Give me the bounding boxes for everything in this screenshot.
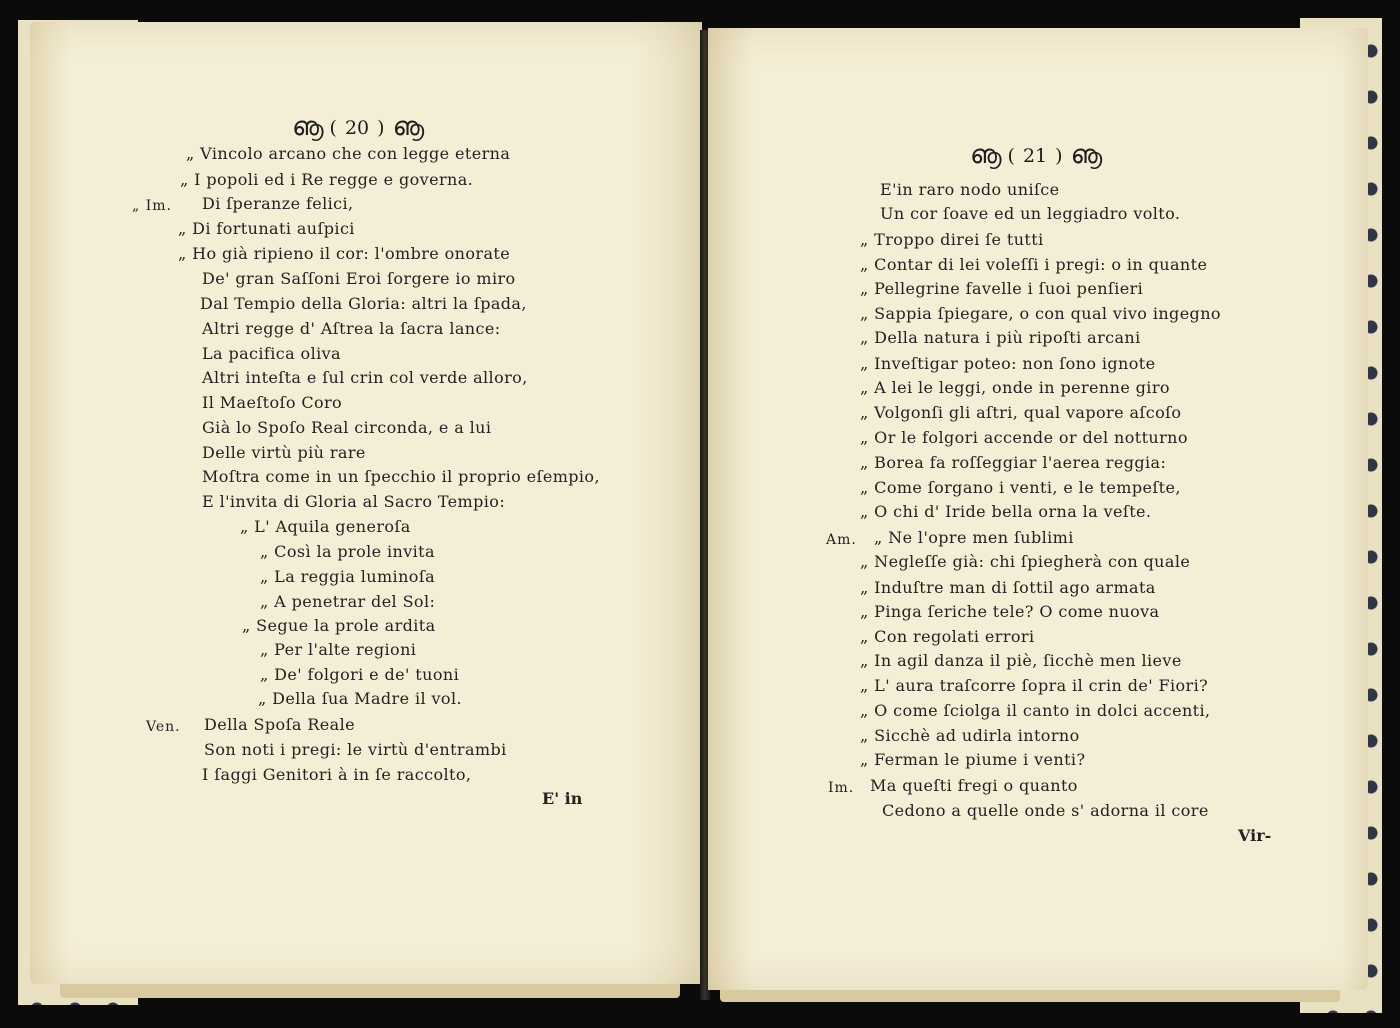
verse-line: „ Negleſſe già: chi ſpiegherà con quale: [860, 552, 1191, 571]
verse-line: „ Ho già ripieno il cor: l'ombre onorate: [178, 244, 511, 263]
page-number: 20: [344, 116, 370, 139]
verse-line: „ Ferman le piume i venti?: [860, 750, 1086, 769]
verse-line: „ Pellegrine favelle i ſuoi penſieri: [860, 279, 1144, 298]
speaker-label: „ Im.: [132, 198, 172, 214]
verse-line: E'in raro nodo uniſce: [880, 180, 1060, 199]
speaker-label: Ven.: [146, 719, 181, 735]
verse-line: Della Spoſa Reale: [204, 715, 355, 734]
catchword: Vir-: [1238, 826, 1272, 845]
verse-line: „ O chi d' Iride bella orna la veſte.: [860, 502, 1152, 521]
verse-line: „ Pinga ſeriche tele? O come nuova: [860, 602, 1160, 621]
verse-line: Cedono a quelle onde s' adorna il core: [882, 801, 1209, 820]
verse-line: „ Volgonſi gli aſtri, qual vapore aſcoſo: [860, 403, 1182, 422]
page-edge: [720, 988, 1340, 1002]
verse-line: „ Inveſtigar poteo: non ſono ignote: [860, 354, 1156, 373]
verse-line: Di ſperanze felici,: [202, 194, 354, 213]
right-page: [708, 28, 1368, 990]
page-header: [970, 140, 1100, 171]
verse-line: Un cor ſoave ed un leggiadro volto.: [880, 204, 1181, 223]
verse-line: Altri inteſta e ſul crin col verde alloro,: [202, 368, 528, 387]
verse-line: „ I popoli ed i Re regge e governa.: [180, 170, 474, 189]
verse-line: La pacifica oliva: [202, 344, 341, 363]
speaker-label: Am.: [826, 532, 857, 548]
verse-line: „ O come ſciolga il canto in dolci accenti,: [860, 701, 1211, 720]
verse-line: „ Della ſua Madre il vol.: [258, 689, 462, 708]
page-header: [292, 112, 422, 143]
verse-line: „ Induſtre man di ſottil ago armata: [860, 578, 1156, 597]
ornament-right-icon: ൡ: [1070, 140, 1101, 170]
verse-line: „ Con regolati errori: [860, 627, 1035, 646]
bracket-icon: (: [329, 116, 337, 139]
verse-line: Ma queſti fregi o quanto: [870, 776, 1078, 795]
verse-line: Son noti i pregi: le virtù d'entrambi: [204, 740, 507, 759]
bracket-icon: ): [377, 116, 385, 139]
verse-line: „ La reggia luminoſa: [260, 567, 436, 586]
catchword: E' in: [542, 789, 583, 808]
verse-line: „ In agil danza il piè, ſicchè men lieve: [860, 651, 1182, 670]
verse-line: „ Della natura i più ripoſti arcani: [860, 328, 1141, 347]
verse-line: „ Contar di lei voleſſi i pregi: o in quante: [860, 255, 1208, 274]
left-page: [30, 22, 702, 984]
bracket-icon: (: [1007, 144, 1015, 167]
verse-line: „ Così la prole invita: [260, 542, 435, 561]
verse-line: „ L' aura traſcorre ſopra il crin de' Fiori?: [860, 676, 1209, 695]
verse-line: E l'invita di Gloria al Sacro Tempio:: [202, 492, 506, 511]
verse-line: „ Borea fa roſſeggiar l'aerea reggia:: [860, 453, 1167, 472]
verse-line: Il Maeſtoſo Coro: [202, 393, 343, 412]
verse-line: „ A lei le leggi, onde in perenne giro: [860, 378, 1170, 397]
ornament-right-icon: ൡ: [392, 112, 423, 142]
page-edge: [60, 984, 680, 998]
verse-line: „ Vincolo arcano che con legge eterna: [186, 144, 511, 163]
verse-line: Già lo Spoſo Real circonda, e a lui: [202, 418, 492, 437]
verse-line: „ Sicchè ad udirla intorno: [860, 726, 1080, 745]
verse-line: „ Per l'alte regioni: [260, 640, 417, 659]
verse-line: „ Come ſorgano i venti, e le tempeſte,: [860, 478, 1181, 497]
verse-line: De' gran Saſſoni Eroi ſorgere io miro: [202, 269, 516, 288]
bracket-icon: ): [1055, 144, 1063, 167]
verse-line: „ Ne l'opre men ſublimi: [874, 528, 1074, 547]
verse-line: „ L' Aquila generoſa: [240, 517, 411, 536]
verse-line: Altri regge d' Aſtrea la ſacra lance:: [202, 319, 501, 338]
verse-line: „ Segue la prole ardita: [242, 616, 436, 635]
verse-line: „ Or le folgori accende or del notturno: [860, 428, 1188, 447]
ornament-left-icon: ൡ: [970, 140, 1000, 170]
page-number: 21: [1022, 144, 1048, 167]
verse-line: Delle virtù più rare: [202, 443, 366, 462]
verse-line: „ Sappia ſpiegare, o con qual vivo ingegno: [860, 304, 1221, 323]
speaker-label: Im.: [828, 780, 855, 796]
verse-line: „ Troppo direi ſe tutti: [860, 230, 1044, 249]
verse-line: „ De' folgori e de' tuoni: [260, 665, 460, 684]
verse-line: Dal Tempio della Gloria: altri la ſpada,: [200, 294, 527, 313]
verse-line: „ Di fortunati auſpici: [178, 219, 355, 238]
verse-line: I ſaggi Genitori à in ſe raccolto,: [202, 765, 472, 784]
verse-line: Moſtra come in un ſpecchio il proprio eſempio,: [202, 467, 600, 486]
verse-line: „ A penetrar del Sol:: [260, 592, 436, 611]
ornament-left-icon: ൡ: [292, 112, 322, 142]
